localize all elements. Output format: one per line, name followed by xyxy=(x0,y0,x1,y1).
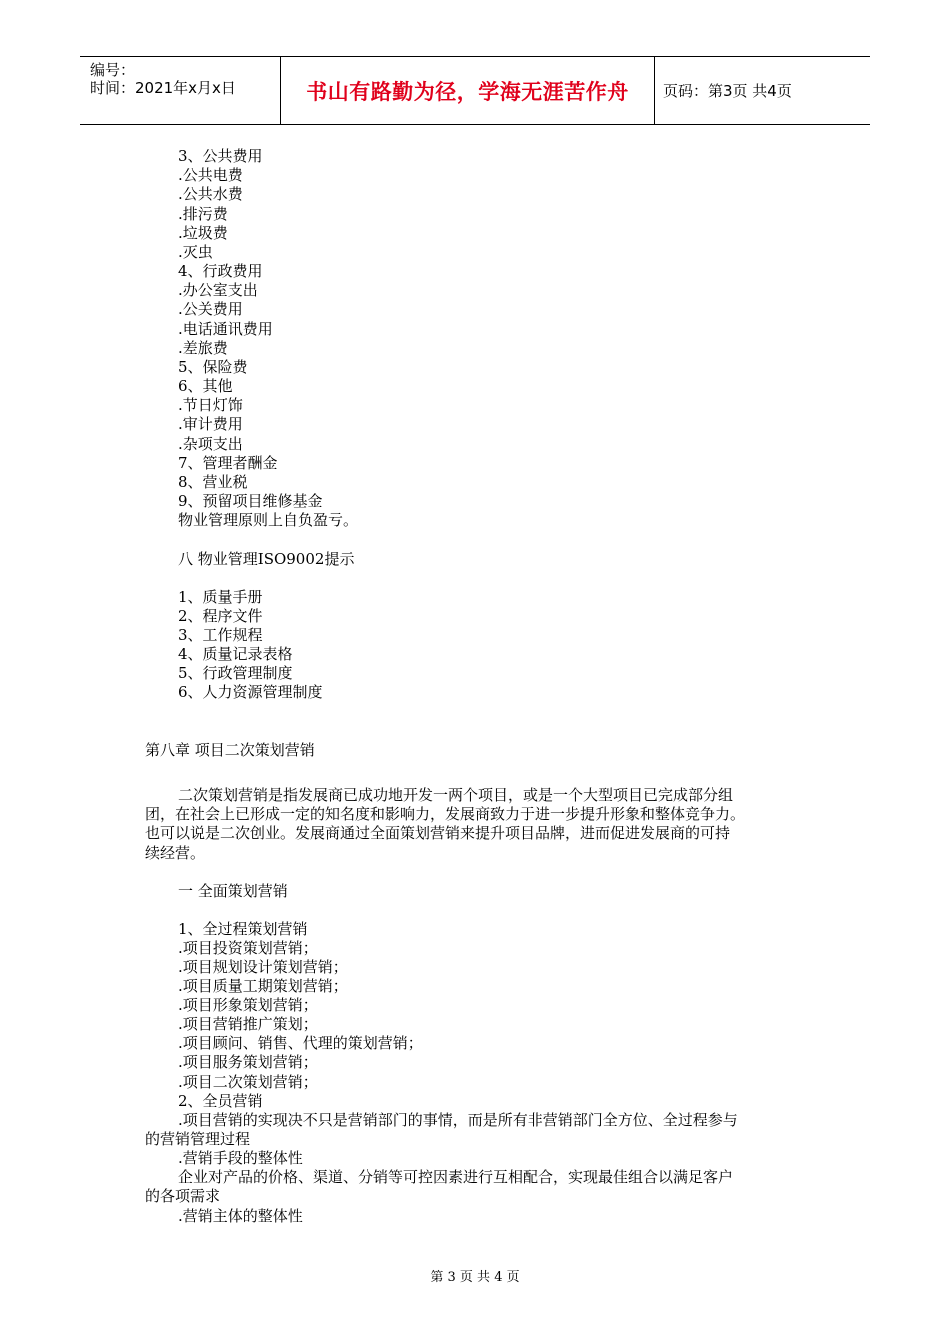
section-heading: 一 全面策划营销 xyxy=(178,882,288,900)
text-line: .项目营销推广策划； xyxy=(178,1015,318,1033)
header-motto-cell xyxy=(281,57,655,124)
paragraph-line: 企业对产品的价格、渠道、分销等可控因素进行互相配合，实现最佳组合以满足客户 xyxy=(178,1168,734,1186)
section-heading: 八 物业管理ISO9002提示 xyxy=(178,550,355,568)
text-line: .公共水费 xyxy=(178,185,243,203)
text-line: .办公室支出 xyxy=(178,281,258,299)
text-line: .灭虫 xyxy=(178,243,213,261)
text-line: 6、其他 xyxy=(178,377,233,395)
text-line: .项目规划设计策划营销； xyxy=(178,958,348,976)
text-line: 3、工作规程 xyxy=(178,626,263,644)
text-line: .项目顾问、销售、代理的策划营销； xyxy=(178,1034,423,1052)
text-line: .节日灯饰 xyxy=(178,396,243,414)
paragraph-line: 二次策划营销是指发展商已成功地开发一两个项目，或是一个大型项目已完成部分组 xyxy=(178,786,734,804)
text-line: 5、保险费 xyxy=(178,358,248,376)
text-line: 4、行政费用 xyxy=(178,262,263,280)
text-line: .电话通讯费用 xyxy=(178,320,273,338)
page-header xyxy=(80,56,870,125)
text-line: 7、管理者酬金 xyxy=(178,454,278,472)
text-line: .杂项支出 xyxy=(178,435,243,453)
text-line: .公关费用 xyxy=(178,300,243,318)
text-line: .项目质量工期策划营销； xyxy=(178,977,348,995)
number-label: 编号： xyxy=(90,61,136,79)
date-label: 时间：2021年x月x日 xyxy=(90,79,236,97)
text-line: 9、预留项目维修基金 xyxy=(178,492,323,510)
chapter-heading: 第八章 项目二次策划营销 xyxy=(145,741,315,759)
text-line: .项目投资策划营销； xyxy=(178,939,318,957)
header-page-info: 页码：第3页 共4页 xyxy=(663,82,792,100)
text-line: .审计费用 xyxy=(178,415,243,433)
text-line: 4、质量记录表格 xyxy=(178,645,293,663)
paragraph-line: 也可以说是二次创业。发展商通过全面策划营销来提升项目品牌，进而促进发展商的可持 xyxy=(145,824,731,842)
text-line: .垃圾费 xyxy=(178,224,228,242)
text-line: 8、营业税 xyxy=(178,473,248,491)
text-line: 5、行政管理制度 xyxy=(178,664,293,682)
page-footer: 第 3 页 共 4 页 xyxy=(430,1270,520,1285)
paragraph-line: 的各项需求 xyxy=(145,1187,221,1205)
text-line: .公共电费 xyxy=(178,166,243,184)
text-line: 6、人力资源管理制度 xyxy=(178,683,323,701)
text-line: .项目二次策划营销； xyxy=(178,1073,318,1091)
text-line: .营销手段的整体性 xyxy=(178,1149,303,1167)
text-line: .差旅费 xyxy=(178,339,228,357)
text-line: 2、程序文件 xyxy=(178,607,263,625)
text-line: .排污费 xyxy=(178,205,228,223)
text-line: .项目服务策划营销； xyxy=(178,1053,318,1071)
text-line: 1、质量手册 xyxy=(178,588,263,606)
header-meta xyxy=(80,57,281,124)
text-line: .项目形象策划营销； xyxy=(178,996,318,1014)
paragraph-line: .项目营销的实现决不只是营销部门的事情，而是所有非营销部门全方位、全过程参与 xyxy=(178,1111,738,1129)
text-line: 1、全过程策划营销 xyxy=(178,920,308,938)
text-line: .营销主体的整体性 xyxy=(178,1207,303,1225)
paragraph-line: 团，在社会上已形成一定的知名度和影响力，发展商致力于进一步提升形象和整体竞争力。 xyxy=(145,805,746,823)
text-line: 2、全员营销 xyxy=(178,1092,263,1110)
header-page-cell xyxy=(655,57,870,124)
paragraph-line: 的营销管理过程 xyxy=(145,1130,251,1148)
text-line: 物业管理原则上自负盈亏。 xyxy=(178,511,359,529)
text-line: 3、公共费用 xyxy=(178,147,263,165)
header-motto: 书山有路勤为径，学海无涯苦作舟 xyxy=(306,79,629,104)
paragraph-line: 续经营。 xyxy=(145,844,206,862)
